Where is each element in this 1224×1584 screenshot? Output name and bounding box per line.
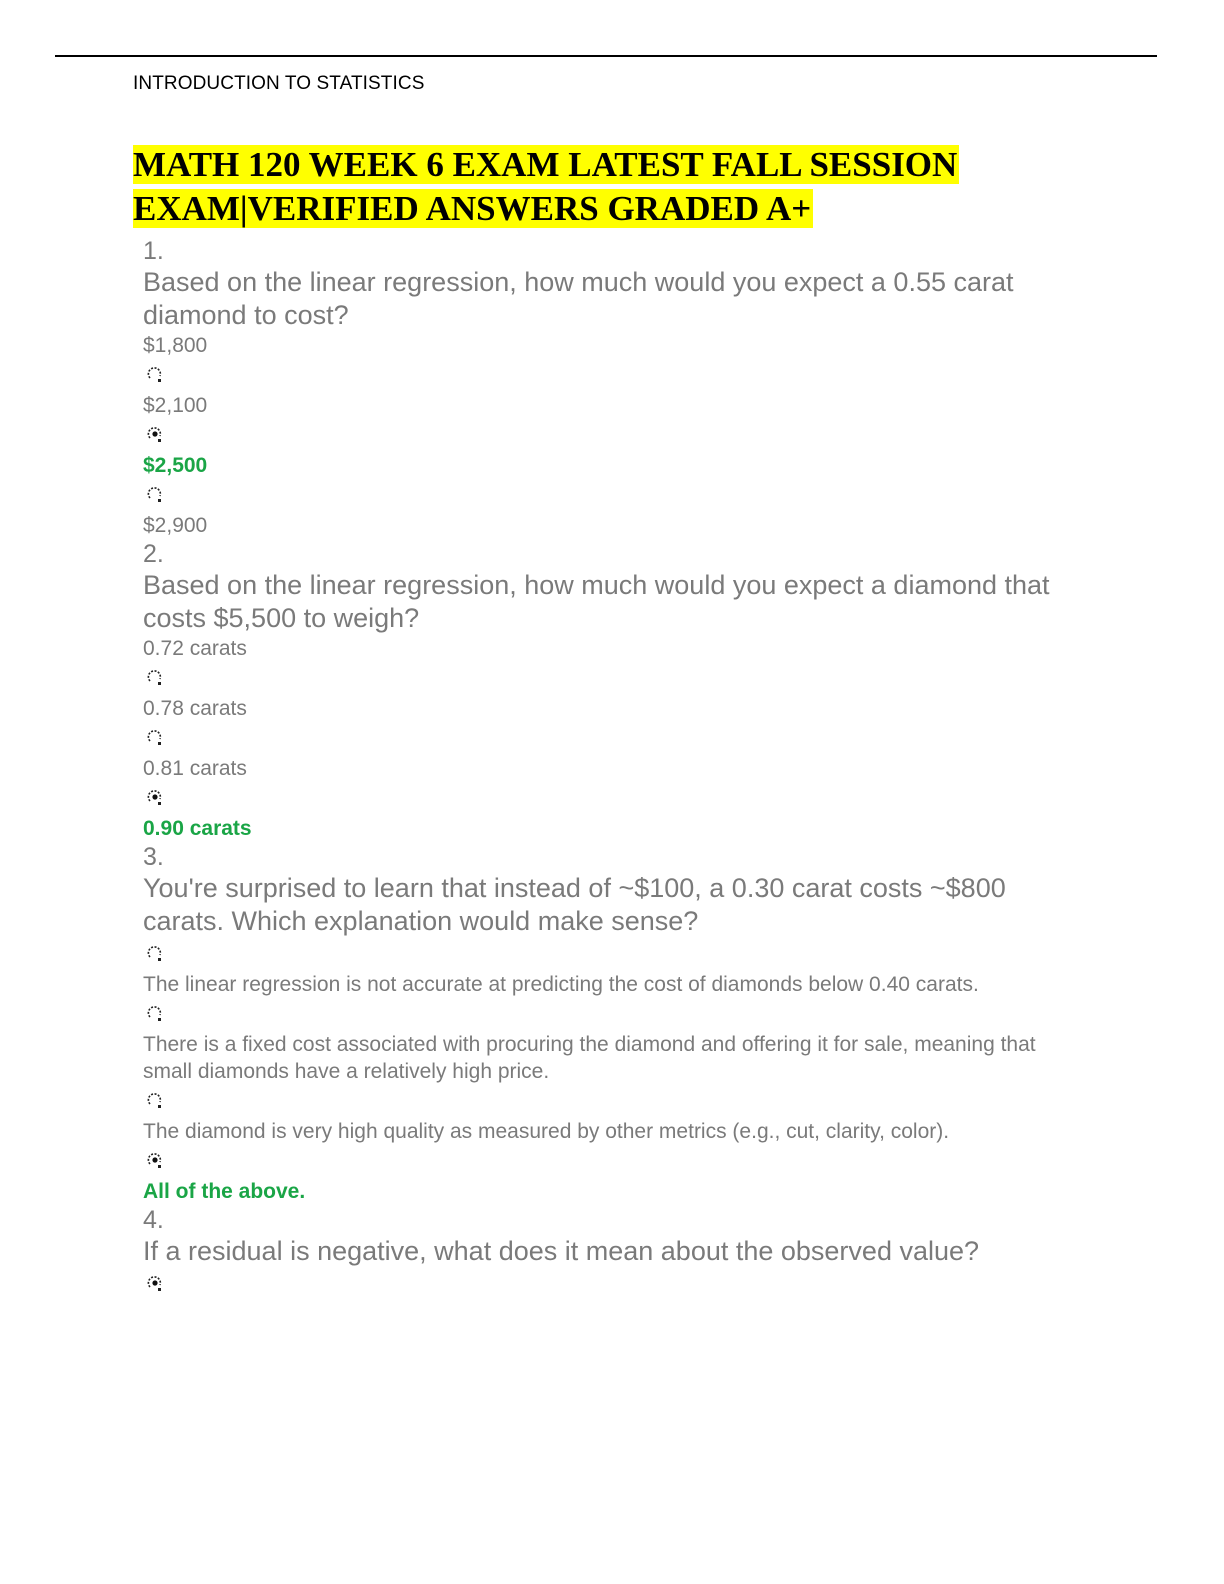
radio-unselected-icon[interactable] <box>145 668 165 688</box>
title-line-2: EXAM|VERIFIED ANSWERS GRADED A+ <box>133 189 812 228</box>
question-2-text: Based on the linear regression, how much would you expect a diamond that costs $5,500 to weigh? <box>143 570 1050 633</box>
radio-selected-icon[interactable] <box>145 788 165 808</box>
question-1-option-2: $2,100 <box>143 394 208 417</box>
question-4-text: If a residual is negative, what does it mean about the observed value? <box>143 1236 980 1266</box>
question-1-number: 1. <box>143 237 164 265</box>
header-rule <box>55 55 1157 57</box>
question-4-number: 4. <box>143 1206 164 1234</box>
radio-selected-icon[interactable] <box>145 1274 165 1294</box>
course-header: INTRODUCTION TO STATISTICS <box>133 73 425 94</box>
question-2-option-1: 0.72 carats <box>143 637 247 660</box>
exam-content <box>143 236 1083 1301</box>
question-3-option-2: There is a fixed cost associated with procuring the diamond and offering it for sale, meaning that small diamonds have a relatively high price. <box>143 1033 1036 1083</box>
question-1-option-4: $2,900 <box>143 514 208 537</box>
question-3-text: You're surprised to learn that instead of ~$100, a 0.30 carat costs ~$800 carats. Which explanation would make sense? <box>143 873 1006 936</box>
question-3-correct-answer: All of the above. <box>143 1180 306 1203</box>
radio-unselected-icon[interactable] <box>145 365 165 385</box>
question-1-correct-answer: $2,500 <box>143 454 208 477</box>
radio-unselected-icon[interactable] <box>145 485 165 505</box>
radio-selected-icon[interactable] <box>145 425 165 445</box>
radio-selected-icon[interactable] <box>145 1151 165 1171</box>
question-2-option-2: 0.78 carats <box>143 697 247 720</box>
question-1-text: Based on the linear regression, how much would you expect a 0.55 carat diamond to cost? <box>143 267 1014 330</box>
question-3-option-3: The diamond is very high quality as measured by other metrics (e.g., cut, clarity, color). <box>143 1120 950 1143</box>
question-3-number: 3. <box>143 843 164 871</box>
title-line-1: MATH 120 WEEK 6 EXAM LATEST FALL SESSION <box>133 145 958 184</box>
radio-unselected-icon[interactable] <box>145 944 165 964</box>
question-3-option-1: The linear regression is not accurate at predicting the cost of diamonds below 0.40 carats. <box>143 973 979 996</box>
question-2-number: 2. <box>143 540 164 568</box>
page-title <box>133 143 1133 231</box>
radio-unselected-icon[interactable] <box>145 1091 165 1111</box>
question-2-option-3: 0.81 carats <box>143 757 247 780</box>
question-1-option-1: $1,800 <box>143 334 208 357</box>
radio-unselected-icon[interactable] <box>145 1004 165 1024</box>
radio-unselected-icon[interactable] <box>145 728 165 748</box>
question-2-correct-answer: 0.90 carats <box>143 817 252 840</box>
